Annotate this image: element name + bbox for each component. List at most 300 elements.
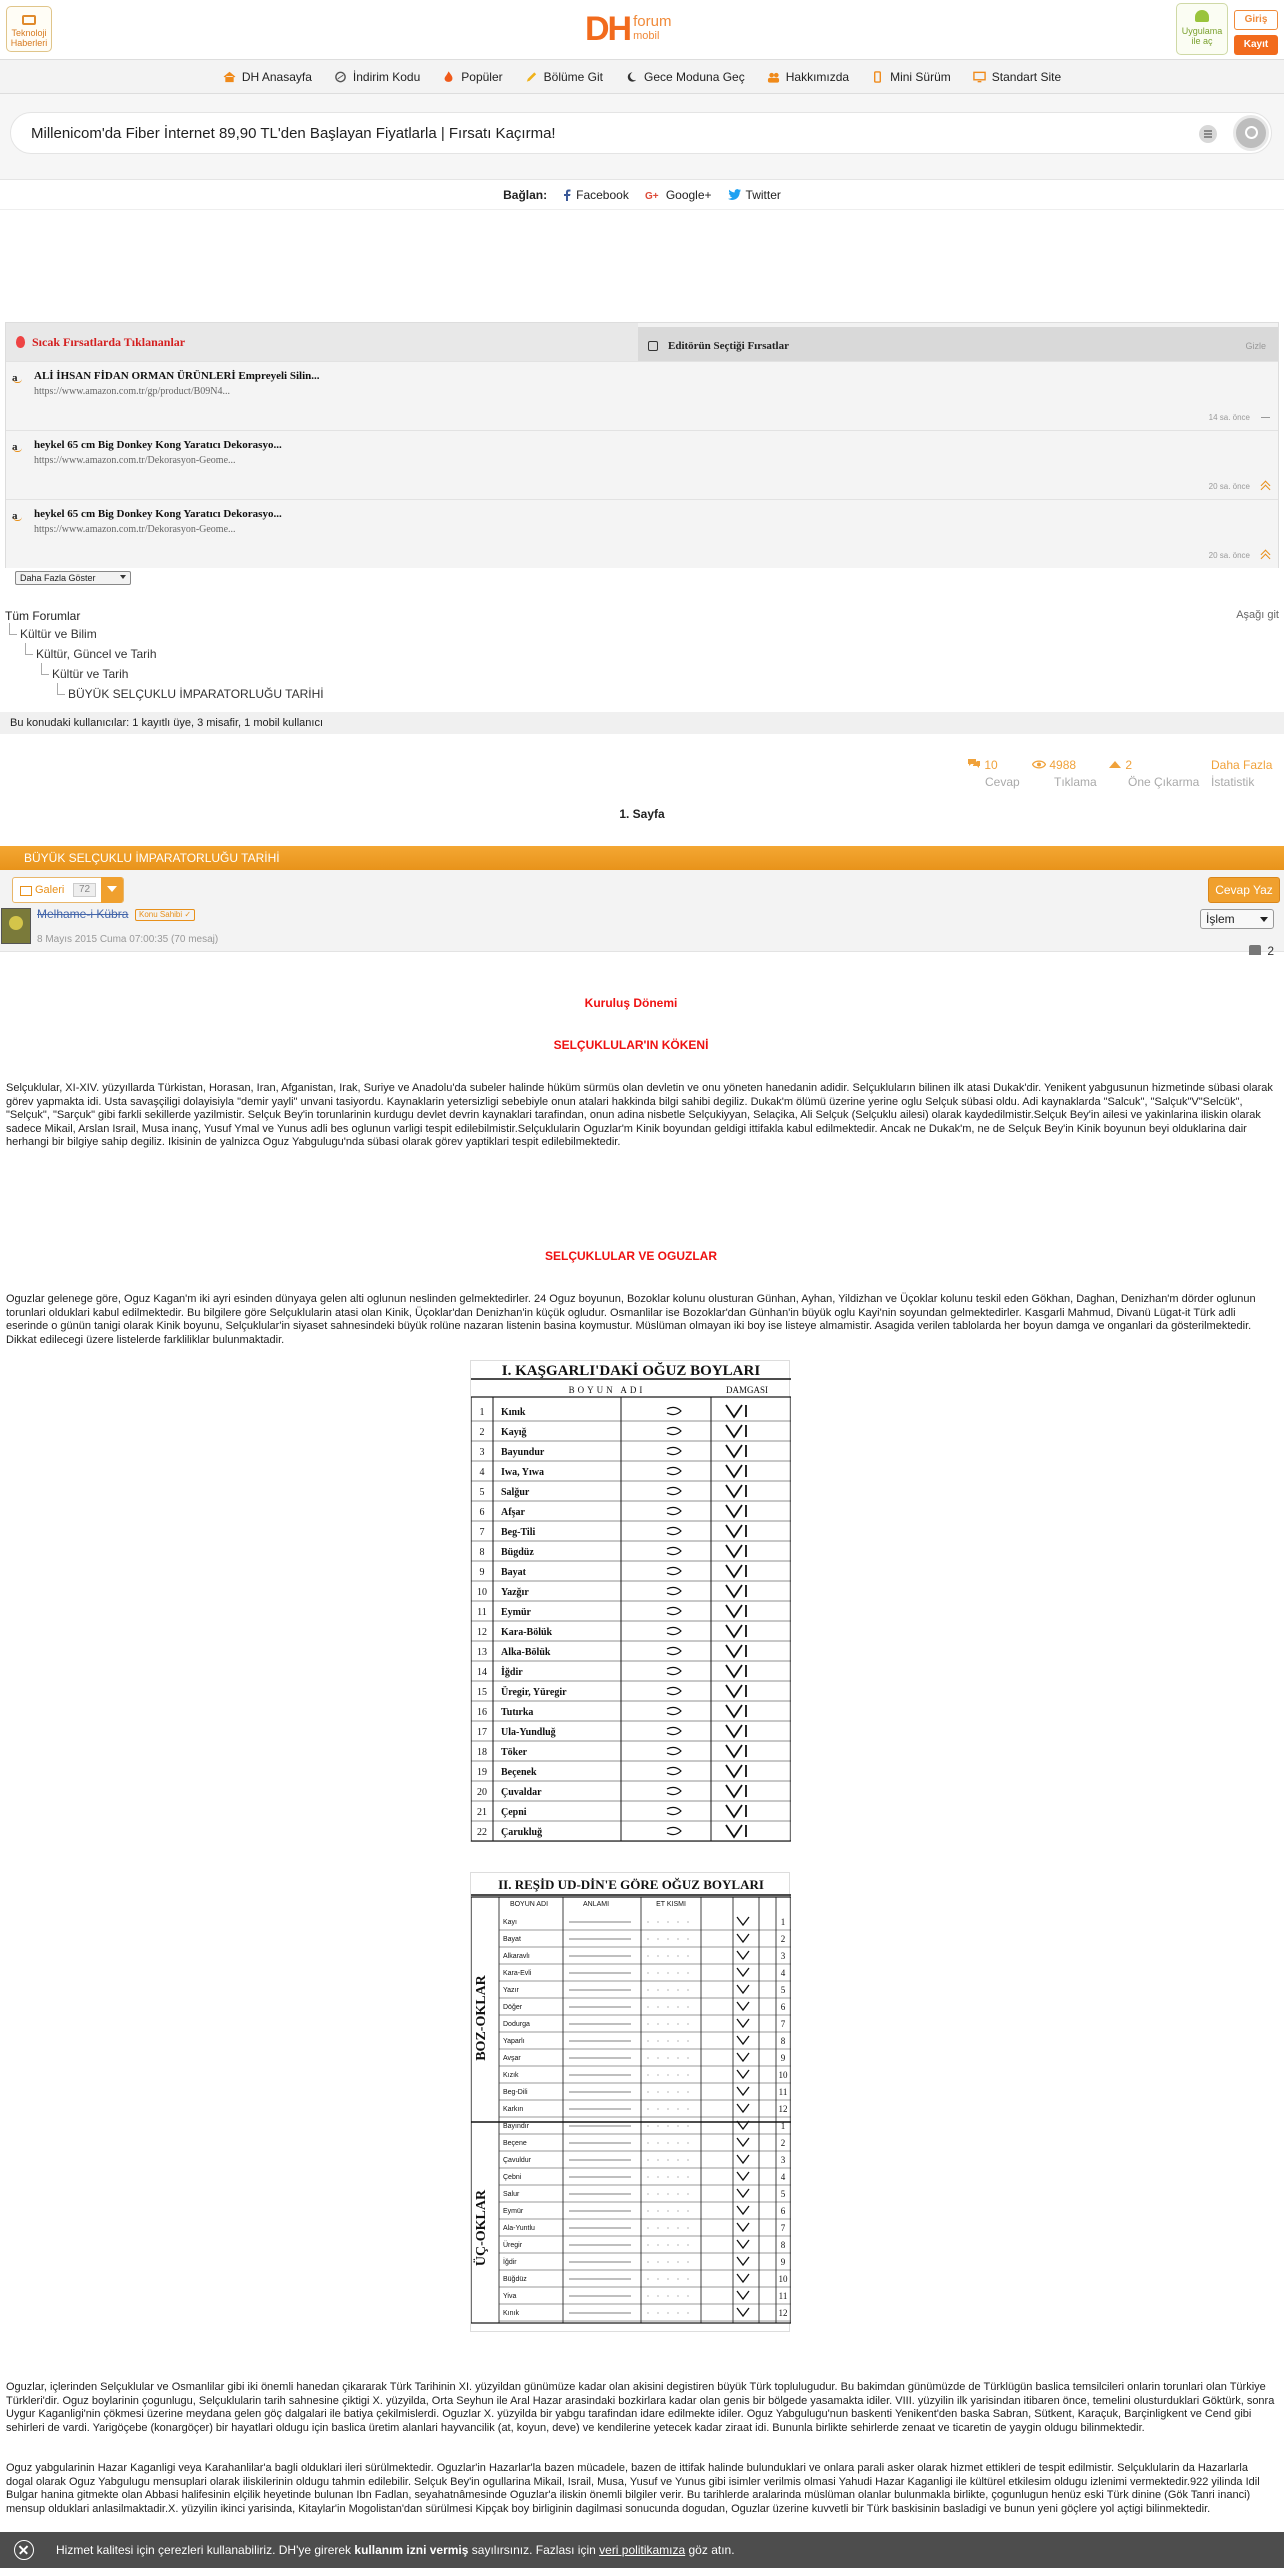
table-row [471, 1565, 791, 1581]
row-number: 5 [780, 2189, 786, 2199]
twitter-link[interactable] [728, 188, 781, 202]
arabic-script-mark [667, 1667, 681, 1674]
tamga-symbol [737, 2172, 749, 2180]
tribe-name: Kara-Bölük [501, 1627, 553, 1638]
svg-text:9: 9 [479, 1567, 485, 1578]
cookie-text: sayılırsınız. Fazlası için [468, 2543, 600, 2557]
tamga-symbol [726, 1565, 746, 1577]
logo-sub [633, 15, 671, 43]
tamga-symbol [737, 1968, 749, 1976]
filter-icon[interactable] [1199, 125, 1217, 143]
nav-home[interactable] [223, 70, 312, 84]
tribe-name: Kayığ [501, 1427, 527, 1438]
tribe-name: Çebni [503, 2174, 522, 2181]
hide-button[interactable]: Gizle [1245, 341, 1266, 351]
amazon-icon: a [12, 441, 24, 453]
tribe-name: Bayındır [503, 2123, 530, 2130]
social-label: Bağlan: [503, 187, 548, 202]
nav-popular[interactable] [442, 70, 502, 84]
register-button[interactable]: Kayıt [1234, 35, 1278, 55]
row-number: 9 [780, 2053, 786, 2063]
svg-text:13: 13 [477, 1647, 487, 1658]
thumbs-up-icon [1249, 945, 1261, 955]
tamga-symbol [726, 1585, 746, 1597]
row-number: 8 [780, 2036, 786, 2046]
deal-time: 20 sa. önce [1208, 551, 1250, 560]
row-number: 7 [780, 2019, 786, 2029]
row-number: 10 [778, 2274, 788, 2284]
svg-text:15: 15 [477, 1687, 487, 1698]
cookie-text: Hizmet kalitesi için çerezleri kullanabiliriz. DH'ye girerek [56, 2543, 355, 2557]
deal-item[interactable] [6, 499, 1278, 568]
table-row [471, 1545, 791, 1561]
google-link[interactable] [645, 188, 712, 202]
paragraph: Oguzlar gelenege göre, Oguz Kagan'm iki ayri esinden dünyaya gelen alti oglunun neslinden gelmektedirler. 24 Oguz boyunun, Bozoklar kolunu olusturan Günhan, Ayhan, Yildizhan ve Üçoklar kolunu teskil eden Gökhan, Daghan, Denizhan'm dörder oglunun torunlari olduklari kabul edilmektedir. Bu bilgilere göre Selçuklularin atasi olan Kinik, Üçoklar'dan Denizhan'in küçük ogludur. Osmanlilar ise Bozoklar'dan Günhan'in büyük oglu Kayi'nin soyundan gelmektedirler. Kasgarli Mahmud, Divanü Lügat-it Türk adli eserinde o günün tanigi olarak Kinik boyunu, Selçuklular'in siyaset sahnesindeki büyük rolüne nazaran listenin basina koymustur. Müslüman olmayan iki boy ise listeye almamistir. Asagida verilen tablolarda her boyun damga ve onganlari da gösterilmektedir. Dikkat edilecegi üzere listelerde farkliliklar bulunmaktadir. [6, 1293, 1256, 1346]
cookie-bold: kullanım izni vermiş [354, 2543, 469, 2557]
cookie-banner [0, 2532, 1284, 2568]
table-row [471, 1805, 791, 1821]
svg-text:20: 20 [477, 1787, 487, 1798]
tamga-symbol [726, 1505, 746, 1517]
table-row [471, 1605, 791, 1621]
nav-standard[interactable] [973, 70, 1061, 84]
nav-goto-section[interactable] [525, 70, 603, 84]
table-title: II. REŞİD UD-DİN'E GÖRE OĞUZ BOYLARI [498, 1877, 764, 1892]
row-number: 5 [780, 1985, 786, 1995]
logo-forum: forum [633, 13, 672, 30]
privacy-policy-link[interactable]: veri politikamıza [599, 2543, 686, 2557]
facebook-icon [563, 189, 571, 201]
tribe-name: Eymür [503, 2208, 524, 2215]
search-icon[interactable] [1233, 115, 1269, 151]
tamga-symbol [737, 2240, 749, 2248]
tribe-name: Iwa, Yıwa [501, 1467, 544, 1478]
nav-night-mode[interactable] [625, 70, 745, 84]
row-number: 2 [780, 1934, 786, 1944]
oguz-tribes-image-2 [470, 1872, 790, 2332]
owner-badge-label: Konu Sahibi [139, 910, 183, 919]
moon-icon [625, 71, 638, 83]
deals-widget [5, 322, 1279, 583]
tamga-symbol [737, 2189, 749, 2197]
tamga-symbol [726, 1745, 746, 1757]
desktop-icon [973, 71, 986, 83]
svg-text:6: 6 [479, 1507, 485, 1518]
cookie-text: göz atın. [685, 2543, 735, 2557]
pencil-icon [525, 71, 538, 83]
row-number: 3 [780, 2155, 786, 2165]
tamga-symbol [726, 1605, 746, 1617]
tribe-name: Yiva [503, 2293, 517, 2300]
stat-ups [1108, 758, 1200, 789]
arabic-script-mark [667, 1527, 681, 1534]
tamga-symbol [726, 1705, 746, 1717]
tribe-name: Avşar [503, 2055, 521, 2062]
stat-replies [967, 758, 1020, 789]
table-row [471, 1705, 791, 1721]
deal-url: https://www.amazon.com.tr/Dekorasyon-Geome... [34, 524, 236, 535]
table-row [499, 2104, 791, 2117]
facebook-link[interactable] [563, 188, 629, 202]
table-side-label: BOZ-OKLAR [474, 1975, 489, 2061]
tamga-symbol [726, 1525, 746, 1537]
stats-more: Daha Fazla [1211, 758, 1273, 772]
tab-hot-deals[interactable]: Sıcak Fırsatlarda Tıklananlar [6, 323, 638, 361]
table-row [499, 2002, 791, 2015]
table-row [499, 2019, 791, 2032]
stats-more-label: İstatistik [1211, 775, 1255, 789]
amazon-icon: a [12, 510, 24, 522]
online-users: Bu konudaki kullanıcılar: 1 kayıtlı üye, 3 misafir, 1 mobil kullanıcı [0, 712, 1284, 734]
arabic-script-mark [667, 1567, 681, 1574]
twitter-label: Twitter [745, 187, 781, 202]
deal-title: ALİ İHSAN FİDAN ORMAN ÜRÜNLERİ Empreyeli Silin... [34, 370, 320, 382]
tribe-name: Beçene [503, 2140, 527, 2147]
table-row [471, 1425, 791, 1441]
tribe-name: Çarukluğ [501, 1827, 543, 1838]
table-row [499, 2121, 791, 2134]
table-row [499, 2138, 791, 2151]
arabic-script-mark [667, 1787, 681, 1794]
top-nav [0, 60, 1284, 94]
tamga-symbol [726, 1425, 746, 1437]
svg-text:11: 11 [477, 1607, 487, 1618]
views-count: 4988 [1049, 758, 1077, 772]
table-row [499, 2308, 791, 2321]
replies-count: 10 [984, 758, 998, 772]
tribe-name: Büğdüz [503, 2276, 527, 2283]
arabic-script-mark [667, 1687, 681, 1694]
tribe-name: Çuvaldar [501, 1787, 542, 1798]
tamga-symbol [726, 1685, 746, 1697]
tamga-symbol [737, 1934, 749, 1942]
all-forums-link[interactable]: Tüm Forumlar [5, 609, 81, 623]
table-row [499, 2070, 791, 2083]
table-col: BOYUN ADI [568, 1385, 646, 1395]
table-row [499, 2223, 791, 2236]
table-row [499, 2036, 791, 2049]
deal-item[interactable] [6, 361, 1278, 430]
nav-label: Standart Site [991, 69, 1062, 84]
table-row [499, 2206, 791, 2219]
action-select[interactable]: İşlem [1200, 909, 1274, 929]
svg-text:2: 2 [479, 1427, 485, 1438]
chevron-down-icon[interactable] [101, 877, 123, 903]
table-row [499, 2053, 791, 2066]
search-area [0, 94, 1284, 180]
nav-about[interactable] [767, 70, 849, 84]
tamga-symbol [737, 2291, 749, 2299]
tamga-symbol [737, 2002, 749, 2010]
table-col: BOYUN ADI [509, 1901, 549, 1908]
android-icon [1195, 10, 1209, 22]
tribe-name: Çepni [501, 1807, 527, 1818]
svg-text:17: 17 [477, 1727, 487, 1738]
eye-icon [1032, 760, 1046, 769]
paragraph: Oguz yabgularinin Hazar Kaganligi veya Karahanlilar'a bagli olduklari ileri sürülmektedir. Oguzlar'in Hazarlar'la bazen mücadele, bazen de ittifak halinde bulunduklari ve onlara parali asker olarak hizmet ettikleri de tespit edilmistir. Selçuklularin da Hazarlarla dogal olarak Oguz Yabgulugu mensuplari olarak iliskilerinin oldugu tahmin edilebilir. Selçuk Bey'in ogullarina Mikail, Israil, Musa, Yusuf ve Yunus gibi isimler verilmis olmasi Yahudi Hazar Kaganligi ile kültürel etkilesim oldugu izlenimi vermektedir.922 yilinda Idil Bulgar hanina gitmekte olan Abbasi halifesinin elçilik heyetinde bulunan Ibn Fadlan, seyahatnâmesinde Oguzlar'a iliskin önemli bilgiler verir. Bu tarihlerde aralarinda müslüman olanlar bulunmakla birlikte, çogunlugun henüz eski Türk dinine (Gök Tanri inanci) mensup olduklari anlasilmaktadir.X. yüzyilin ikinci yarisinda, Kitaylar'in Mogolistan'dan sürülmesi Kipçak boy birliginin dagilmasi sonucunda dogudan, Oguzlar üzerine kuvvetli bir Türk baskisinin basladigi ve bunun yeni göçlere yol açtigi bilinmektedir. [6, 2462, 1260, 2515]
like-button[interactable] [1249, 944, 1274, 958]
row-number: 1 [780, 2121, 786, 2131]
table-row [499, 1917, 791, 1930]
table-title: I. KAŞGARLI'DAKİ OĞUZ BOYLARI [501, 1363, 761, 1379]
tribe-name: Yazğır [501, 1587, 529, 1598]
tamga-symbol [737, 2257, 749, 2265]
table-row [499, 1934, 791, 1947]
tribe-name: Bayundur [501, 1447, 545, 1458]
table-row [499, 2087, 791, 2100]
svg-text:1: 1 [479, 1407, 485, 1418]
tamga-symbol [726, 1645, 746, 1657]
close-icon[interactable] [14, 2540, 34, 2560]
table-row [471, 1585, 791, 1601]
table-row [471, 1525, 791, 1541]
table-row [499, 2257, 791, 2270]
gallery-button[interactable] [12, 877, 124, 903]
facebook-label: Facebook [576, 187, 629, 202]
open-app-label: Uygulama ile aç [1181, 26, 1223, 46]
arabic-script-mark [667, 1587, 681, 1594]
ups-label: Öne Çıkarma [1128, 775, 1200, 789]
nav-mini[interactable] [871, 70, 951, 84]
tribe-name: Kayı [503, 1919, 518, 1926]
tamga-symbol [737, 1917, 749, 1925]
table-col: ANLAMI [582, 1901, 610, 1908]
tamga-symbol [737, 2155, 749, 2163]
paragraph: Selçuklular, XI-XIV. yüzyıllarda Türkistan, Horasan, Iran, Afganistan, Irak, Suriye ve Anadolu'da subeler halinde hüküm sürmüs olan devletin ve onu yöneten hanedanin adidir. Selçukluların bilinen ilk atasi Dukak'dir. Yenikent yabgusunun hizmetinde sübasi olarak görev yapmakta idi. Usta savaşçiligi dolayisiyla "demir yayli" unvani tasiyordu. Kaynaklarin yetersizligi sebebiyle onun atalari hakkinda bilgi sahibi degiliz. Dukak'm ölümü üzerine yerine oglu Selçuk sübasi oldu. Adi kaynaklarda "Salcuk", "Salçuk"V"Selcük", "Selçuk", "Sarçuk" gibi farkli sekillerde yazilmistir. Selçuk Bey'in torunlarinin kurdugu devlet devrin kaynaklari tarafindan, onun adina nisbetle Selçukiyyan, Selaçika, Ali Selçuk (Selçuklu ailesi) olarak kaydedilmistir.Selçuk Bey'in ailesi ve yakinlarina iliskin olarak sadece Mikail, Arslan Israil, Musa inanç, Yusuf Ymal ve Yunus adli bes oglunun varligi tespit edilebilmistir.Selçuklularin Oguzlar'm Kinik boyundan geldigi ittifakla kabul edilmektedir. Ancak ne Dukak'm, ne de Selçuk Bey'in Kinik boyunun beyi olduklarina dair herhangi bir bilgiye sahip degiliz. Ikisinin de yalnizca Oguz Yabgulugu'nda sübasi olarak görev yaptiklari tespit edilebilmektedir. [6, 1082, 1273, 1148]
table-row [471, 1785, 791, 1801]
logo-main: DH [585, 10, 631, 48]
table-row [499, 2172, 791, 2185]
gallery-count: 72 [73, 883, 96, 897]
tamga-symbol [737, 2223, 749, 2231]
users-icon [767, 71, 780, 83]
svg-text:G+: G+ [644, 190, 659, 200]
deal-url: https://www.amazon.com.tr/Dekorasyon-Geome... [34, 455, 236, 466]
svg-text:7: 7 [479, 1527, 485, 1538]
nav-discount[interactable] [334, 70, 420, 84]
tamga-symbol [726, 1625, 746, 1637]
table-row [499, 2189, 791, 2202]
tech-news-button[interactable] [6, 6, 52, 52]
tribe-name: Üregir, Yüregir [501, 1687, 567, 1698]
deals-tabs [6, 323, 1278, 361]
like-count: 2 [1267, 944, 1274, 958]
neutral-icon [1261, 417, 1270, 419]
tab-editor-deals[interactable] [638, 327, 1278, 361]
table-col: ET KISMI [656, 1901, 686, 1908]
breadcrumb-item[interactable]: BÜYÜK SELÇUKLU İMPARATORLUĞU TARİHİ [68, 687, 324, 701]
arabic-script-mark [667, 1747, 681, 1754]
arabic-script-mark [667, 1487, 681, 1494]
arabic-script-mark [667, 1507, 681, 1514]
tribe-name: Beg-Dili [503, 2089, 528, 2096]
tribe-name: Döğer [503, 2004, 523, 2011]
nav-label: DH Anasayfa [241, 69, 312, 84]
heading: SELÇUKLULAR VE OGUZLAR [545, 1249, 717, 1263]
show-more-select[interactable]: Daha Fazla Göster [15, 571, 131, 585]
table-col: DAMGASI [725, 1385, 769, 1395]
arabic-script-mark [667, 1647, 681, 1654]
deal-time: 20 sa. önce [1208, 482, 1250, 491]
search-text: Millenicom'da Fiber İnternet 89,90 TL'den Başlayan Fiyatlarla | Fırsatı Kaçırma! [31, 125, 556, 142]
post-author[interactable]: Melhame-i Kübra [37, 907, 129, 921]
tribe-name: Dodurga [503, 2021, 530, 2028]
tamga-symbol [737, 1951, 749, 1959]
tribe-name: Çavuldur [503, 2157, 532, 2164]
tribe-name: Afşar [501, 1507, 525, 1518]
tamga-symbol [726, 1665, 746, 1677]
replies-label: Cevap [985, 775, 1020, 789]
tamga-symbol [726, 1545, 746, 1557]
svg-text:22: 22 [477, 1827, 487, 1838]
news-icon [22, 15, 36, 25]
nav-label: İndirim Kodu [352, 69, 421, 84]
row-number: 9 [780, 2257, 786, 2267]
oguz-tribes-image-1 [470, 1360, 790, 1842]
header [0, 0, 1284, 60]
heading: Kuruluş Dönemi [584, 996, 678, 1010]
deal-item[interactable] [6, 430, 1278, 499]
row-number: 10 [778, 2070, 788, 2080]
tamga-symbol [737, 2070, 749, 2078]
row-number: 4 [780, 1968, 786, 1978]
trending-up-icon [1260, 550, 1270, 560]
nav-label: Mini Sürüm [890, 69, 951, 84]
table-row [471, 1465, 791, 1481]
owner-badge: Konu Sahibi ✓ [135, 909, 195, 921]
avatar[interactable] [1, 908, 31, 944]
tamga-symbol [737, 2104, 749, 2112]
svg-text:5: 5 [479, 1487, 485, 1498]
heading: SELÇUKLULAR'IN KÖKENİ [553, 1038, 709, 1052]
table-row [499, 1951, 791, 1964]
table-row [471, 1645, 791, 1661]
nav-label: Hakkımızda [785, 69, 850, 84]
table-row [471, 1665, 791, 1681]
tamga-symbol [726, 1465, 746, 1477]
row-number: 7 [780, 2223, 786, 2233]
social-bar [0, 180, 1284, 210]
tamga-symbol [737, 2019, 749, 2027]
arabic-script-mark [667, 1607, 681, 1614]
svg-text:10: 10 [477, 1587, 487, 1598]
tamga-symbol [726, 1825, 746, 1837]
oguz-tribes-table-2 [471, 1873, 791, 2333]
tamga-symbol [737, 2206, 749, 2214]
table-row [471, 1405, 791, 1421]
search-input[interactable] [10, 112, 1272, 154]
ups-count: 2 [1125, 758, 1133, 772]
reply-button[interactable]: Cevap Yaz [1208, 877, 1280, 903]
tamga-symbol [737, 2087, 749, 2095]
tribe-name: Salğur [501, 1487, 530, 1498]
arabic-script-mark [667, 1467, 681, 1474]
row-number: 12 [778, 2104, 788, 2114]
tribe-name: Salur [503, 2191, 520, 2198]
row-number: 2 [780, 2138, 786, 2148]
trending-up-icon [1260, 481, 1270, 491]
gallery-label: Galeri [35, 884, 65, 896]
google-icon [645, 190, 661, 200]
tamga-symbol [726, 1785, 746, 1797]
table-row [471, 1625, 791, 1641]
tribe-name: Bügdüz [501, 1547, 534, 1558]
tribe-name: Tutırka [501, 1707, 534, 1718]
arabic-script-mark [667, 1727, 681, 1734]
row-number: 6 [780, 2002, 786, 2012]
arabic-script-mark [667, 1547, 681, 1554]
post-date: 8 Mayıs 2015 Cuma 07:00:35 (70 mesaj) [37, 934, 219, 945]
table-row [471, 1505, 791, 1521]
breadcrumb-item[interactable]: Kültür ve Tarih [52, 667, 129, 681]
tamga-symbol [737, 2036, 749, 2044]
logo-mobil: mobil [633, 30, 660, 42]
svg-text:18: 18 [477, 1747, 487, 1758]
svg-text:14: 14 [477, 1667, 487, 1678]
table-row [471, 1745, 791, 1761]
stat-more[interactable] [1211, 758, 1273, 789]
page-number: 1. Sayfa [619, 807, 665, 821]
paragraph: Oguzlar, içlerinden Selçuklular ve Osmanlilar gibi iki önemli hanedan çikararak Türk Tarihinin XI. yüzyildan günümüze kadar olan akisini degistiren büyük Türk toplulugudur. Bu bakimdan günümüzde de Türklügün baslica temsilcileri onlarin torunlari olan Türkiye Türkleri'dir. Oguz boylarinin çogunlugu, Selçuklularin tarih sahnesine çiktigi X. yüzyilda, Orta Seyhun ile Aral Hazar arasindaki bozkirlara kadar olan genis bir bölgede yasamakta idiler. VIII. yüzyilin ilk yarisindan itibaren önce, temelini olusturduklari Göktürk, sonra Uygur Kaganligi'nin çökmesi üzerine meydana gelen göç dalgalari ile batiya çekilmislerdi. Oguzlar X. yüzyilda bir yabgu tarafindan idare edilmekte idiler. Oguz Yabgulugu'nun baskenti Yenikent'den baska Sabran, Sütkent, Karaçuk, Barçinligkent ve Cend gibi sehirleri de vardi. Yarigöçebe (konargöçer) bir hayatlari oldugu için baslica üretim alanlari hayvancilik (at, koyun, deve) ve kendilerine yetecek kadar ziraat idi. Bununla birlikte sehirlerde zenaat ve ticaretin de yaygin oldugu bilinmektedir. [6, 2381, 1275, 2434]
tamga-symbol [737, 1985, 749, 1993]
tribe-name: Bayat [501, 1567, 526, 1578]
svg-text:3: 3 [479, 1447, 485, 1458]
arabic-script-mark [667, 1407, 681, 1414]
tech-news-label: Teknoloji Haberleri [10, 28, 48, 48]
open-app-button[interactable] [1176, 3, 1228, 55]
row-number: 11 [778, 2291, 788, 2301]
table-row [471, 1825, 791, 1841]
go-down-link[interactable]: Aşağı git [1236, 609, 1279, 621]
logo[interactable] [585, 12, 671, 46]
table-row [499, 2240, 791, 2253]
oguz-tribes-table-1 [471, 1361, 791, 1843]
views-label: Tıklama [1054, 775, 1097, 789]
row-number: 1 [780, 1917, 786, 1927]
svg-text:21: 21 [477, 1807, 487, 1818]
row-number: 12 [778, 2308, 788, 2318]
tribe-name: Beg-Tili [501, 1527, 536, 1538]
breadcrumb-item[interactable]: Kültür ve Bilim [20, 627, 97, 641]
breadcrumb-item[interactable]: Kültür, Güncel ve Tarih [36, 647, 157, 661]
table-row [499, 2155, 791, 2168]
arabic-script-mark [667, 1707, 681, 1714]
topic-title: BÜYÜK SELÇUKLU İMPARATORLUĞU TARİHİ [0, 846, 1284, 870]
tamga-symbol [726, 1725, 746, 1737]
row-number: 8 [780, 2240, 786, 2250]
svg-text:19: 19 [477, 1767, 487, 1778]
deal-title: heykel 65 cm Big Donkey Kong Yaratıcı Dekorasyo... [34, 508, 282, 520]
nav-label: Bölüme Git [543, 69, 603, 84]
svg-text:12: 12 [477, 1627, 487, 1638]
arabic-script-mark [667, 1447, 681, 1454]
row-number: 6 [780, 2206, 786, 2216]
tribe-name: İğdir [503, 2259, 517, 2266]
table-row [499, 1985, 791, 1998]
arrow-up-icon [1108, 760, 1122, 769]
tribe-name: İğdir [501, 1667, 523, 1678]
fire-icon [442, 71, 455, 83]
nav-label: Popüler [461, 69, 503, 84]
tribe-name: Ala-Yuntlu [503, 2225, 535, 2232]
row-number: 3 [780, 1951, 786, 1961]
deal-time: 14 sa. önce [1208, 413, 1250, 422]
home-icon [223, 71, 236, 83]
login-button[interactable]: Giriş [1234, 10, 1278, 30]
svg-text:8: 8 [479, 1547, 485, 1558]
svg-text:4: 4 [479, 1467, 485, 1478]
tribe-name: Yazır [503, 1987, 519, 1994]
